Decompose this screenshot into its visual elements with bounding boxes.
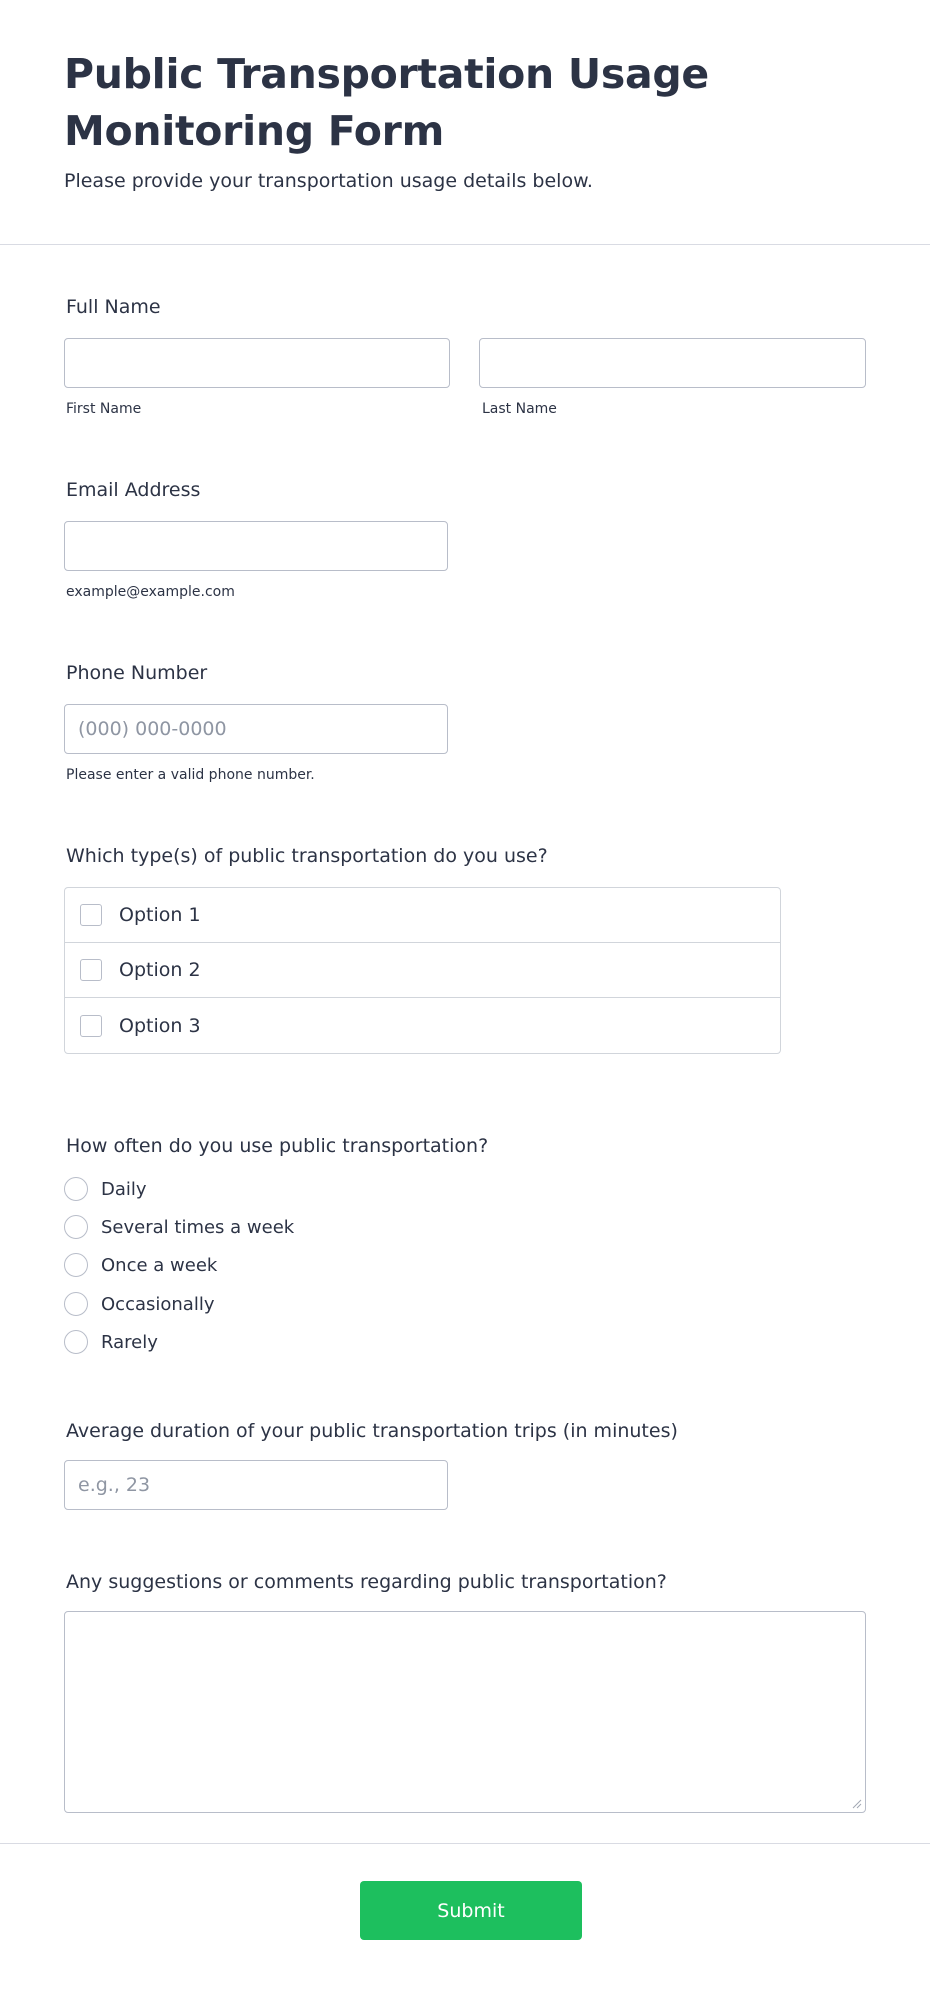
checkbox-label: Option 1 xyxy=(119,904,201,926)
last-name-input[interactable] xyxy=(479,338,866,388)
radio-label: Several times a week xyxy=(101,1216,295,1238)
duration-input[interactable] xyxy=(64,1460,448,1510)
checkbox-option-3[interactable] xyxy=(65,998,780,1053)
first-name-input[interactable] xyxy=(64,338,450,388)
radio-option-once-a-week[interactable] xyxy=(64,1252,217,1278)
radio-option-occasionally[interactable] xyxy=(64,1291,214,1317)
last-name-sublabel: Last Name xyxy=(482,401,557,417)
frequency-label: How often do you use public transportation? xyxy=(66,1135,489,1157)
comments-textarea[interactable] xyxy=(64,1611,866,1813)
radio-label: Daily xyxy=(101,1178,147,1200)
radio-label: Once a week xyxy=(101,1254,218,1276)
footer-divider xyxy=(0,1843,930,1844)
radio-label: Occasionally xyxy=(101,1293,215,1315)
checkbox-option-1[interactable] xyxy=(65,888,780,943)
email-sublabel: example@example.com xyxy=(66,584,235,600)
checkbox[interactable] xyxy=(80,1015,102,1037)
form-header xyxy=(64,46,884,194)
transport-types-checkbox-group xyxy=(64,887,781,1054)
radio-option-rarely[interactable] xyxy=(64,1329,158,1355)
full-name-label: Full Name xyxy=(66,296,161,318)
checkbox[interactable] xyxy=(80,904,102,926)
email-label: Email Address xyxy=(66,479,201,501)
first-name-sublabel: First Name xyxy=(66,401,142,417)
duration-label: Average duration of your public transportation trips (in minutes) xyxy=(66,1420,678,1442)
resize-grip-icon[interactable] xyxy=(852,1799,862,1809)
radio-button[interactable] xyxy=(64,1215,88,1239)
radio-button[interactable] xyxy=(64,1177,88,1201)
radio-button[interactable] xyxy=(64,1253,88,1277)
radio-button[interactable] xyxy=(64,1292,88,1316)
transport-types-label: Which type(s) of public transportation do you use? xyxy=(66,845,548,867)
phone-input[interactable] xyxy=(64,704,448,754)
checkbox-label: Option 2 xyxy=(119,959,201,981)
form-subtitle: Please provide your transportation usage details below. xyxy=(64,170,593,192)
phone-label: Phone Number xyxy=(66,662,208,684)
radio-label: Rarely xyxy=(101,1331,158,1353)
phone-sublabel: Please enter a valid phone number. xyxy=(66,767,315,783)
header-divider xyxy=(0,244,930,245)
radio-option-several-times-a-week[interactable] xyxy=(64,1214,294,1240)
form-title: Public Transportation Usage Monitoring Form xyxy=(64,50,709,155)
comments-label: Any suggestions or comments regarding public transportation? xyxy=(66,1571,667,1593)
radio-button[interactable] xyxy=(64,1330,88,1354)
submit-button[interactable]: Submit xyxy=(360,1881,582,1940)
checkbox-label: Option 3 xyxy=(119,1014,201,1037)
checkbox-option-2[interactable] xyxy=(65,943,780,998)
checkbox[interactable] xyxy=(80,959,102,981)
radio-option-daily[interactable] xyxy=(64,1176,147,1202)
email-input[interactable] xyxy=(64,521,448,571)
